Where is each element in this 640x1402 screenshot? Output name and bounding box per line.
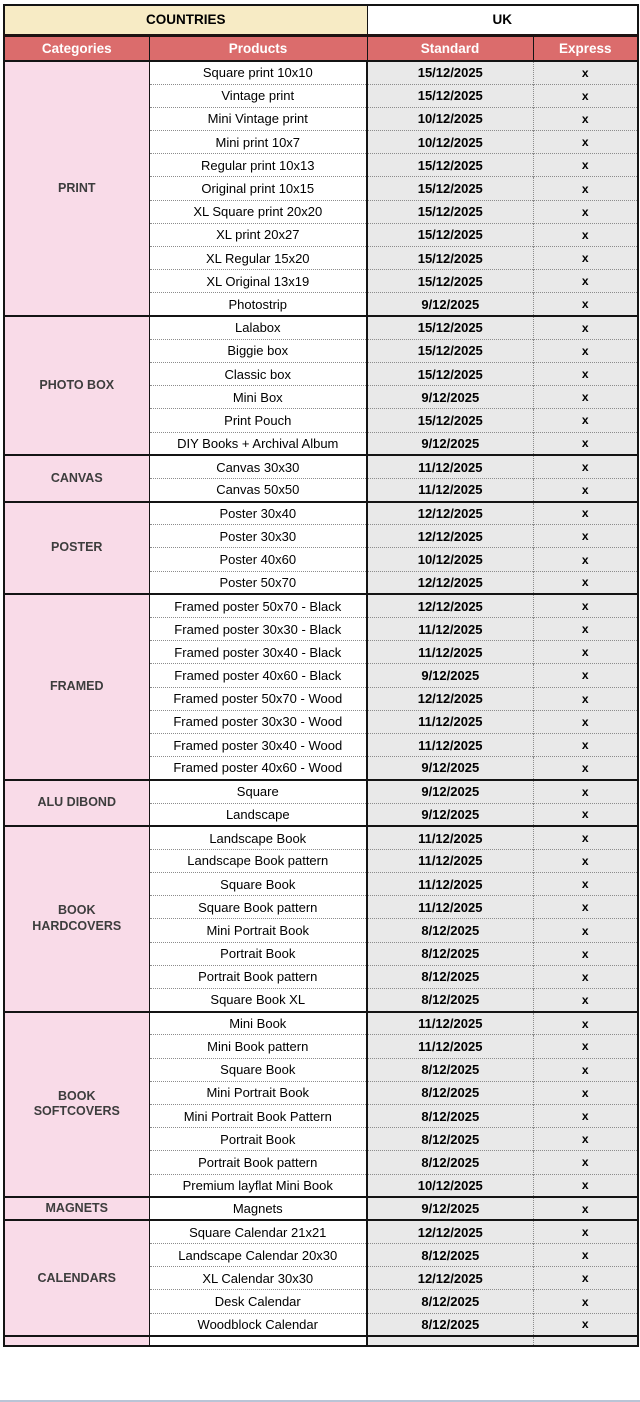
partial-next-row <box>4 1336 638 1346</box>
standard-date-cell: 12/12/2025 <box>367 502 533 525</box>
partial-cell <box>533 1336 638 1346</box>
product-cell: XL Regular 15x20 <box>149 247 367 270</box>
standard-date-cell: 11/12/2025 <box>367 1012 533 1035</box>
express-cell: x <box>533 1220 638 1243</box>
express-cell: x <box>533 548 638 571</box>
product-cell: XL Calendar 30x30 <box>149 1267 367 1290</box>
standard-date-cell: 10/12/2025 <box>367 548 533 571</box>
standard-date-cell: 8/12/2025 <box>367 1290 533 1313</box>
product-cell: XL Square print 20x20 <box>149 200 367 223</box>
product-cell: Landscape <box>149 803 367 826</box>
category-cell: CANVAS <box>4 455 149 501</box>
standard-date-cell: 8/12/2025 <box>367 1128 533 1151</box>
product-row <box>4 780 638 803</box>
standard-date-cell: 10/12/2025 <box>367 1174 533 1197</box>
express-cell: x <box>533 432 638 455</box>
category-cell: ALU DIBOND <box>4 780 149 826</box>
express-cell: x <box>533 386 638 409</box>
express-cell: x <box>533 339 638 362</box>
standard-date-cell: 9/12/2025 <box>367 432 533 455</box>
standard-date-cell: 11/12/2025 <box>367 455 533 478</box>
product-cell: Classic box <box>149 362 367 385</box>
standard-date-cell: 15/12/2025 <box>367 177 533 200</box>
table-body <box>4 61 638 1346</box>
product-row <box>4 316 638 339</box>
product-cell: Mini Box <box>149 386 367 409</box>
product-row <box>4 826 638 849</box>
express-cell: x <box>533 1128 638 1151</box>
product-cell: Square Book <box>149 873 367 896</box>
standard-date-cell: 10/12/2025 <box>367 131 533 154</box>
product-cell: Mini print 10x7 <box>149 131 367 154</box>
express-cell: x <box>533 1174 638 1197</box>
categories-column-header: Categories <box>4 35 149 61</box>
express-cell: x <box>533 502 638 525</box>
product-cell: XL Original 13x19 <box>149 270 367 293</box>
standard-date-cell: 9/12/2025 <box>367 803 533 826</box>
standard-date-cell: 9/12/2025 <box>367 293 533 316</box>
product-cell: Framed poster 50x70 - Wood <box>149 687 367 710</box>
product-cell: Square Calendar 21x21 <box>149 1220 367 1243</box>
standard-date-cell: 15/12/2025 <box>367 339 533 362</box>
express-cell: x <box>533 84 638 107</box>
category-cell: FRAMED <box>4 594 149 780</box>
express-cell: x <box>533 942 638 965</box>
express-cell: x <box>533 293 638 316</box>
product-row <box>4 1012 638 1035</box>
product-cell: Original print 10x15 <box>149 177 367 200</box>
standard-date-cell: 15/12/2025 <box>367 84 533 107</box>
product-row <box>4 594 638 617</box>
express-cell: x <box>533 478 638 501</box>
product-cell: Poster 30x30 <box>149 525 367 548</box>
standard-date-cell: 8/12/2025 <box>367 1313 533 1336</box>
standard-date-cell: 15/12/2025 <box>367 61 533 84</box>
express-cell: x <box>533 1290 638 1313</box>
product-cell: Framed poster 30x40 - Black <box>149 641 367 664</box>
standard-date-cell: 10/12/2025 <box>367 107 533 130</box>
product-cell: Poster 30x40 <box>149 502 367 525</box>
standard-date-cell: 8/12/2025 <box>367 1244 533 1267</box>
standard-date-cell: 15/12/2025 <box>367 409 533 432</box>
express-cell: x <box>533 780 638 803</box>
product-cell: Framed poster 40x60 - Wood <box>149 757 367 780</box>
product-cell: Framed poster 50x70 - Black <box>149 594 367 617</box>
standard-date-cell: 15/12/2025 <box>367 316 533 339</box>
express-cell: x <box>533 710 638 733</box>
partial-cell <box>367 1336 533 1346</box>
express-cell: x <box>533 594 638 617</box>
product-cell: Square Book XL <box>149 989 367 1012</box>
standard-date-cell: 8/12/2025 <box>367 1058 533 1081</box>
standard-date-cell: 8/12/2025 <box>367 942 533 965</box>
express-cell: x <box>533 1267 638 1290</box>
product-cell: Landscape Calendar 20x30 <box>149 1244 367 1267</box>
standard-date-cell: 9/12/2025 <box>367 757 533 780</box>
standard-date-cell: 12/12/2025 <box>367 1220 533 1243</box>
express-cell: x <box>533 1081 638 1104</box>
standard-date-cell: 8/12/2025 <box>367 989 533 1012</box>
standard-date-cell: 15/12/2025 <box>367 362 533 385</box>
standard-date-cell: 8/12/2025 <box>367 1151 533 1174</box>
express-cell: x <box>533 409 638 432</box>
product-row <box>4 502 638 525</box>
standard-date-cell: 11/12/2025 <box>367 733 533 756</box>
product-cell: Framed poster 30x30 - Wood <box>149 710 367 733</box>
express-cell: x <box>533 687 638 710</box>
express-cell: x <box>533 1012 638 1035</box>
product-cell: Regular print 10x13 <box>149 154 367 177</box>
express-cell: x <box>533 107 638 130</box>
express-cell: x <box>533 525 638 548</box>
express-cell: x <box>533 131 638 154</box>
countries-header-row <box>4 5 638 35</box>
product-cell: Vintage print <box>149 84 367 107</box>
standard-date-cell: 15/12/2025 <box>367 247 533 270</box>
express-cell: x <box>533 362 638 385</box>
product-cell: DIY Books + Archival Album <box>149 432 367 455</box>
product-cell: Framed poster 30x30 - Black <box>149 618 367 641</box>
express-cell: x <box>533 1035 638 1058</box>
standard-date-cell: 15/12/2025 <box>367 200 533 223</box>
product-cell: Mini Vintage print <box>149 107 367 130</box>
express-cell: x <box>533 177 638 200</box>
standard-date-cell: 12/12/2025 <box>367 1267 533 1290</box>
standard-date-cell: 11/12/2025 <box>367 849 533 872</box>
product-cell: Square Book <box>149 1058 367 1081</box>
standard-date-cell: 8/12/2025 <box>367 919 533 942</box>
product-cell: Portrait Book pattern <box>149 1151 367 1174</box>
express-cell: x <box>533 1104 638 1127</box>
express-cell: x <box>533 571 638 594</box>
product-cell: Premium layflat Mini Book <box>149 1174 367 1197</box>
express-column-header: Express <box>533 35 638 61</box>
product-cell: Mini Portrait Book <box>149 919 367 942</box>
category-cell: BOOK SOFTCOVERS <box>4 1012 149 1198</box>
product-row <box>4 1197 638 1220</box>
product-cell: Magnets <box>149 1197 367 1220</box>
express-cell: x <box>533 1244 638 1267</box>
partial-cell <box>149 1336 367 1346</box>
express-cell: x <box>533 757 638 780</box>
express-cell: x <box>533 896 638 919</box>
standard-date-cell: 11/12/2025 <box>367 826 533 849</box>
express-cell: x <box>533 664 638 687</box>
product-cell: Canvas 50x50 <box>149 478 367 501</box>
express-cell: x <box>533 803 638 826</box>
product-cell: Poster 50x70 <box>149 571 367 594</box>
product-row <box>4 61 638 84</box>
express-cell: x <box>533 618 638 641</box>
standard-date-cell: 11/12/2025 <box>367 873 533 896</box>
product-row <box>4 1220 638 1243</box>
product-cell: Square print 10x10 <box>149 61 367 84</box>
express-cell: x <box>533 61 638 84</box>
standard-date-cell: 11/12/2025 <box>367 710 533 733</box>
product-cell: Lalabox <box>149 316 367 339</box>
product-cell: Canvas 30x30 <box>149 455 367 478</box>
standard-date-cell: 11/12/2025 <box>367 478 533 501</box>
countries-header-cell: COUNTRIES <box>4 5 367 35</box>
express-cell: x <box>533 873 638 896</box>
category-cell: POSTER <box>4 502 149 595</box>
standard-date-cell: 8/12/2025 <box>367 965 533 988</box>
standard-date-cell: 12/12/2025 <box>367 571 533 594</box>
category-cell: MAGNETS <box>4 1197 149 1220</box>
standard-date-cell: 15/12/2025 <box>367 154 533 177</box>
product-row <box>4 455 638 478</box>
product-cell: Framed poster 40x60 - Black <box>149 664 367 687</box>
product-cell: Mini Portrait Book <box>149 1081 367 1104</box>
express-cell: x <box>533 1151 638 1174</box>
standard-column-header: Standard <box>367 35 533 61</box>
express-cell: x <box>533 247 638 270</box>
express-cell: x <box>533 316 638 339</box>
standard-date-cell: 9/12/2025 <box>367 780 533 803</box>
product-cell: Biggie box <box>149 339 367 362</box>
product-cell: Square Book pattern <box>149 896 367 919</box>
product-cell: Portrait Book <box>149 1128 367 1151</box>
standard-date-cell: 9/12/2025 <box>367 386 533 409</box>
standard-date-cell: 9/12/2025 <box>367 664 533 687</box>
standard-date-cell: 11/12/2025 <box>367 896 533 919</box>
product-cell: Print Pouch <box>149 409 367 432</box>
product-cell: Landscape Book <box>149 826 367 849</box>
standard-date-cell: 9/12/2025 <box>367 1197 533 1220</box>
standard-date-cell: 11/12/2025 <box>367 618 533 641</box>
standard-date-cell: 12/12/2025 <box>367 525 533 548</box>
express-cell: x <box>533 641 638 664</box>
product-cell: Mini Book pattern <box>149 1035 367 1058</box>
product-cell: Framed poster 30x40 - Wood <box>149 733 367 756</box>
product-cell: Square <box>149 780 367 803</box>
express-cell: x <box>533 849 638 872</box>
express-cell: x <box>533 270 638 293</box>
express-cell: x <box>533 989 638 1012</box>
express-cell: x <box>533 826 638 849</box>
express-cell: x <box>533 1313 638 1336</box>
express-cell: x <box>533 223 638 246</box>
category-cell: BOOK HARDCOVERS <box>4 826 149 1012</box>
standard-date-cell: 8/12/2025 <box>367 1081 533 1104</box>
product-cell: Mini Book <box>149 1012 367 1035</box>
product-cell: XL print 20x27 <box>149 223 367 246</box>
product-cell: Desk Calendar <box>149 1290 367 1313</box>
express-cell: x <box>533 1058 638 1081</box>
product-cell: Woodblock Calendar <box>149 1313 367 1336</box>
express-cell: x <box>533 154 638 177</box>
express-cell: x <box>533 733 638 756</box>
express-cell: x <box>533 1197 638 1220</box>
category-cell: PRINT <box>4 61 149 316</box>
standard-date-cell: 15/12/2025 <box>367 270 533 293</box>
product-cell: Portrait Book pattern <box>149 965 367 988</box>
products-column-header: Products <box>149 35 367 61</box>
category-cell: CALENDARS <box>4 1220 149 1336</box>
product-cell: Poster 40x60 <box>149 548 367 571</box>
partial-cell <box>4 1336 149 1346</box>
column-headers-row <box>4 35 638 61</box>
product-cell: Portrait Book <box>149 942 367 965</box>
standard-date-cell: 15/12/2025 <box>367 223 533 246</box>
express-cell: x <box>533 455 638 478</box>
express-cell: x <box>533 965 638 988</box>
standard-date-cell: 12/12/2025 <box>367 687 533 710</box>
express-cell: x <box>533 200 638 223</box>
product-cell: Mini Portrait Book Pattern <box>149 1104 367 1127</box>
express-cell: x <box>533 919 638 942</box>
delivery-deadlines-table <box>3 4 639 1347</box>
standard-date-cell: 8/12/2025 <box>367 1104 533 1127</box>
country-header-cell: UK <box>367 5 638 35</box>
standard-date-cell: 11/12/2025 <box>367 1035 533 1058</box>
product-cell: Photostrip <box>149 293 367 316</box>
standard-date-cell: 11/12/2025 <box>367 641 533 664</box>
category-cell: PHOTO BOX <box>4 316 149 455</box>
product-cell: Landscape Book pattern <box>149 849 367 872</box>
standard-date-cell: 12/12/2025 <box>367 594 533 617</box>
